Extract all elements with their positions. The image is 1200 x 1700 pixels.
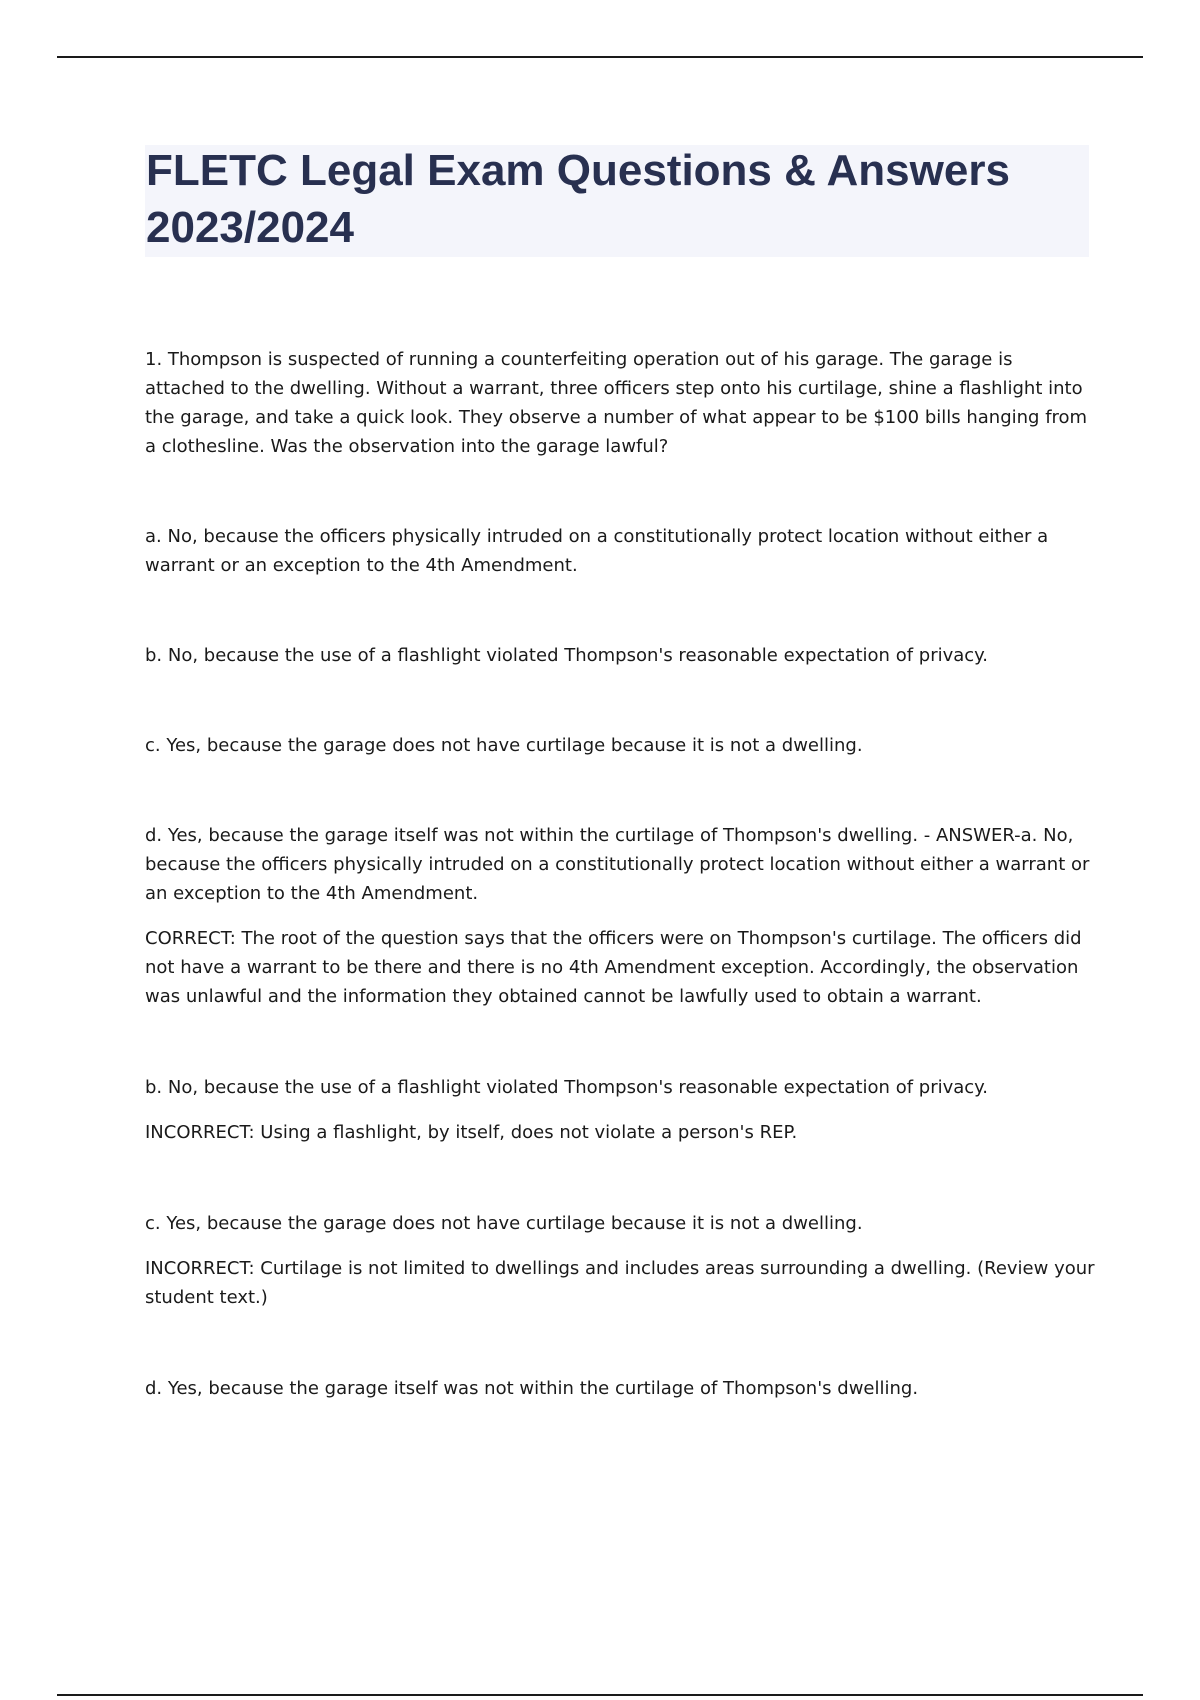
document-body xyxy=(145,345,1095,1403)
review-note-c: INCORRECT: Curtilage is not limited to dwellings and includes areas surrounding a dwelling. (Review your student text.) xyxy=(145,1258,1095,1308)
option-d-with-answer: d. Yes, because the garage itself was not within the curtilage of Thompson's dwelling. - ANSWER-a. No, because the officers physically intruded on a constitutionally protect location without either a warrant or an exception to the 4th Amendment. xyxy=(145,825,1090,904)
page-title: FLETC Legal Exam Questions & Answers 2023/2024 xyxy=(146,146,1010,252)
option-b: b. No, because the use of a flashlight violated Thompson's reasonable expectation of privacy. xyxy=(145,645,988,666)
question-text: 1. Thompson is suspected of running a counterfeiting operation out of his garage. The garage is attached to the dwelling. Without a warrant, three officers step onto his curtilage, shine a flashlight into the garage, and take a quick look. They observe a number of what appear to be $100 bills hanging from a clothesline. Was the observation into the garage lawful? xyxy=(145,349,1088,457)
top-rule xyxy=(57,56,1143,58)
explanation-correct: CORRECT: The root of the question says that the officers were on Thompson's curtilage. The officers did not have a warrant to be there and there is no 4th Amendment exception. Accordingly, the observation was unlawful and the information they obtained cannot be lawfully used to obtain a warrant. xyxy=(145,928,1082,1007)
option-a: a. No, because the officers physically intruded on a constitutionally protect location without either a warrant or an exception to the 4th Amendment. xyxy=(145,526,1049,576)
bottom-rule xyxy=(57,1694,1143,1696)
review-option-b: b. No, because the use of a flashlight violated Thompson's reasonable expectation of privacy. xyxy=(145,1077,988,1098)
review-option-d: d. Yes, because the garage itself was not within the curtilage of Thompson's dwelling. xyxy=(145,1378,919,1399)
review-option-c: c. Yes, because the garage does not have curtilage because it is not a dwelling. xyxy=(145,1213,863,1234)
option-c: c. Yes, because the garage does not have curtilage because it is not a dwelling. xyxy=(145,735,863,756)
review-note-b: INCORRECT: Using a flashlight, by itself, does not violate a person's REP. xyxy=(145,1122,798,1143)
